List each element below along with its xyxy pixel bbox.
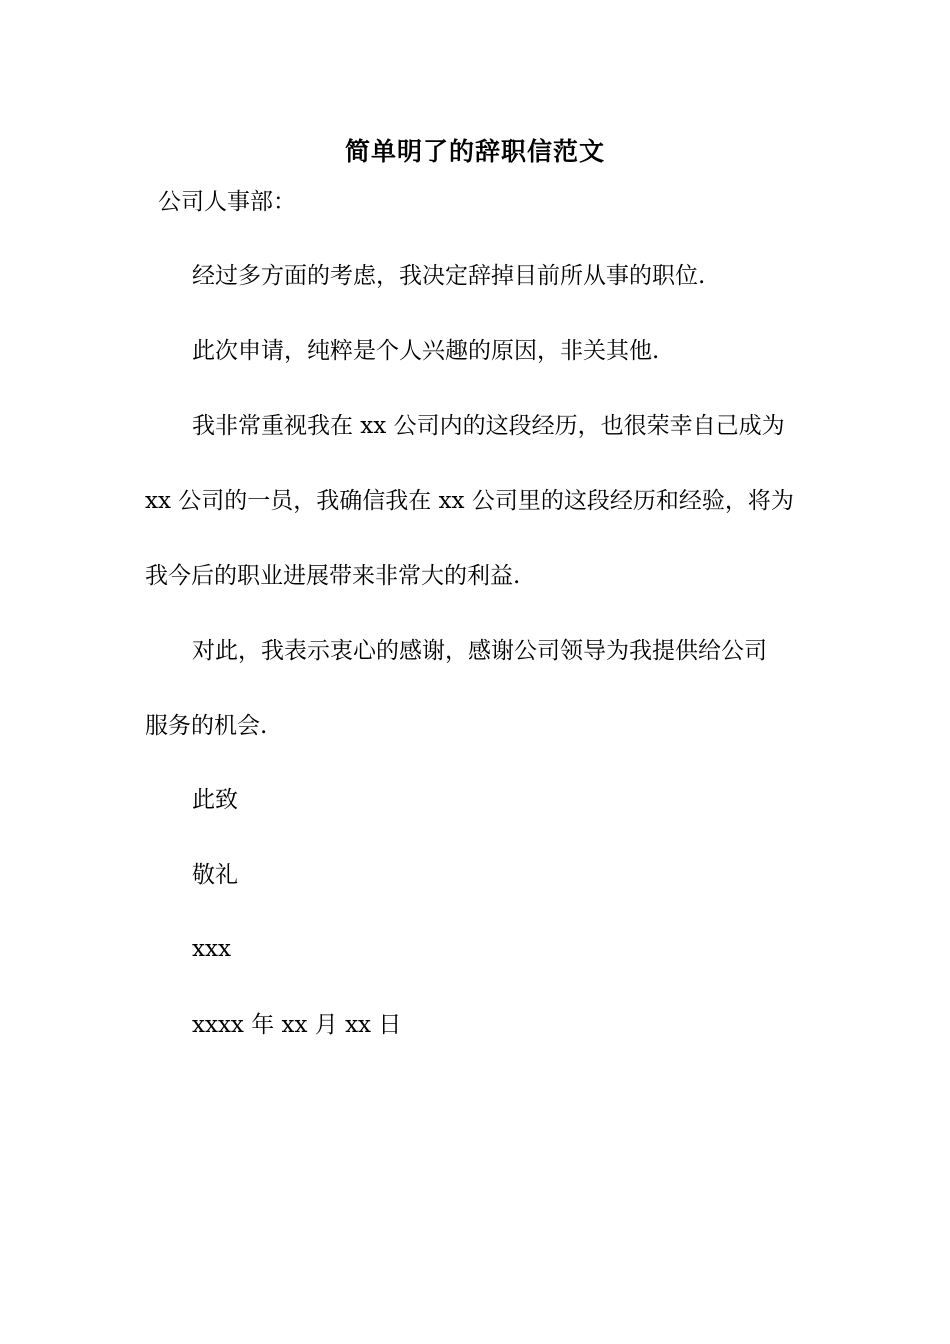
signer-name: xxx: [192, 936, 231, 962]
paragraph-2: 此次申请，纯粹是个人兴趣的原因，非关其他.: [192, 338, 660, 364]
signature-date: xxxx 年 xx 月 xx 日: [192, 1012, 402, 1038]
paragraph-3-line-2: xx 公司的一员，我确信我在 xx 公司里的这段经历和经验，将为: [145, 488, 794, 514]
closing-greeting: 此致: [192, 787, 238, 813]
paragraph-4-line-2: 服务的机会.: [145, 713, 268, 739]
paragraph-4-line-1: 对此，我表示衷心的感谢，感谢公司领导为我提供给公司: [192, 638, 767, 664]
paragraph-3-line-1: 我非常重视我在 xx 公司内的这段经历，也很荣幸自己成为: [192, 413, 785, 439]
paragraph-1: 经过多方面的考虑，我决定辞掉目前所从事的职位.: [192, 263, 706, 289]
paragraph-3-line-3: 我今后的职业进展带来非常大的利益.: [145, 563, 521, 589]
closing-salute: 敬礼: [192, 862, 238, 888]
salutation: 公司人事部：: [158, 189, 296, 215]
document-title: 简单明了的辞职信范文: [344, 137, 605, 166]
